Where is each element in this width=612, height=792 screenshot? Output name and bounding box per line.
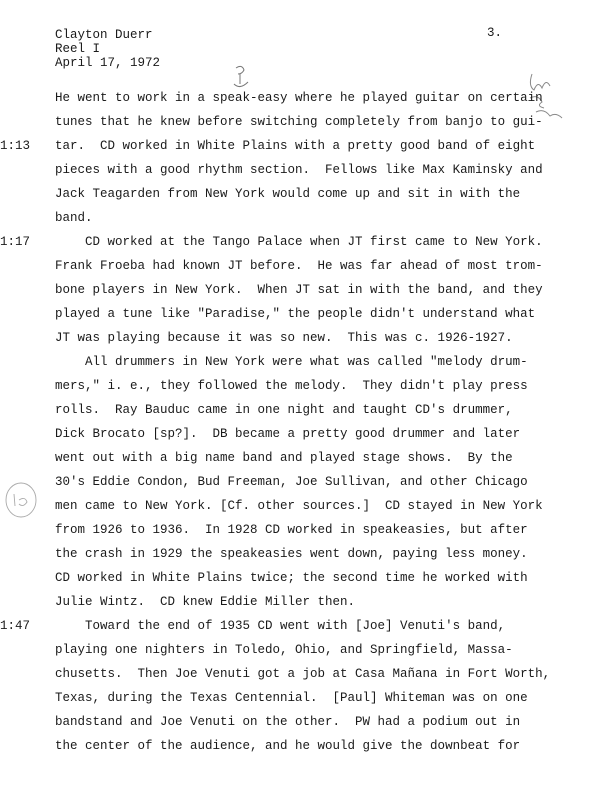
text-line: tunes that he knew before switching completely from banjo to gui- <box>55 115 543 129</box>
tape-timestamp: 1:47 <box>0 619 31 633</box>
text-line: 30's Eddie Condon, Bud Freeman, Joe Sullivan, and other Chicago <box>55 475 528 489</box>
text-line: CD worked in White Plains twice; the second time he worked with <box>55 571 528 585</box>
text-line: playing one nighters in Toledo, Ohio, and Springfield, Massa- <box>55 643 513 657</box>
text-line: Texas, during the Texas Centennial. [Paul] Whiteman was on one <box>55 691 528 705</box>
interviewee-name: Clayton Duerr <box>55 28 153 42</box>
text-line: mers," i. e., they followed the melody. They didn't play press <box>55 379 528 393</box>
text-line: bandstand and Joe Venuti on the other. PW had a podium out in <box>55 715 521 729</box>
text-line: men came to New York. [Cf. other sources.] CD stayed in New York <box>55 499 543 513</box>
text-line: Frank Froeba had known JT before. He was far ahead of most trom- <box>55 259 543 273</box>
text-line: tar. CD worked in White Plains with a pretty good band of eight <box>55 139 536 153</box>
text-line: the crash in 1929 the speakeasies went down, paying less money. <box>55 547 528 561</box>
text-line: Julie Wintz. CD knew Eddie Miller then. <box>55 595 356 609</box>
text-line: Dick Brocato [sp?]. DB became a pretty good drummer and later <box>55 427 521 441</box>
reel-label: Reel I <box>55 42 101 56</box>
text-line: Toward the end of 1935 CD went with [Joe] Venuti's band, <box>55 619 506 633</box>
text-line: bone players in New York. When JT sat in with the band, and they <box>55 283 543 297</box>
text-line: the center of the audience, and he would give the downbeat for <box>55 739 521 753</box>
text-line: JT was playing because it was so new. This was c. 1926-1927. <box>55 331 513 345</box>
text-line: He went to work in a speak-easy where he played guitar on certain <box>55 91 543 105</box>
text-line: played a tune like "Paradise," the people didn't understand what <box>55 307 536 321</box>
text-line: Jack Teagarden from New York would come up and sit in with the <box>55 187 521 201</box>
text-line: All drummers in New York were what was called "melody drum- <box>55 355 528 369</box>
tape-timestamp: 1:17 <box>0 235 31 249</box>
page-number: 3. <box>487 26 503 40</box>
text-line: rolls. Ray Bauduc came in one night and taught CD's drummer, <box>55 403 513 417</box>
tape-timestamp: 1:13 <box>0 139 31 153</box>
text-line: pieces with a good rhythm section. Fellows like Max Kaminsky and <box>55 163 543 177</box>
text-line: chusetts. Then Joe Venuti got a job at Casa Mañana in Fort Worth, <box>55 667 551 681</box>
text-line: band. <box>55 211 93 225</box>
text-line: went out with a big name band and played stage shows. By the <box>55 451 513 465</box>
text-line: from 1926 to 1936. In 1928 CD worked in speakeasies, but after <box>55 523 528 537</box>
text-line: CD worked at the Tango Palace when JT first came to New York. <box>55 235 543 249</box>
interview-date: April 17, 1972 <box>55 56 161 70</box>
handwritten-initials-mark <box>3 480 39 524</box>
